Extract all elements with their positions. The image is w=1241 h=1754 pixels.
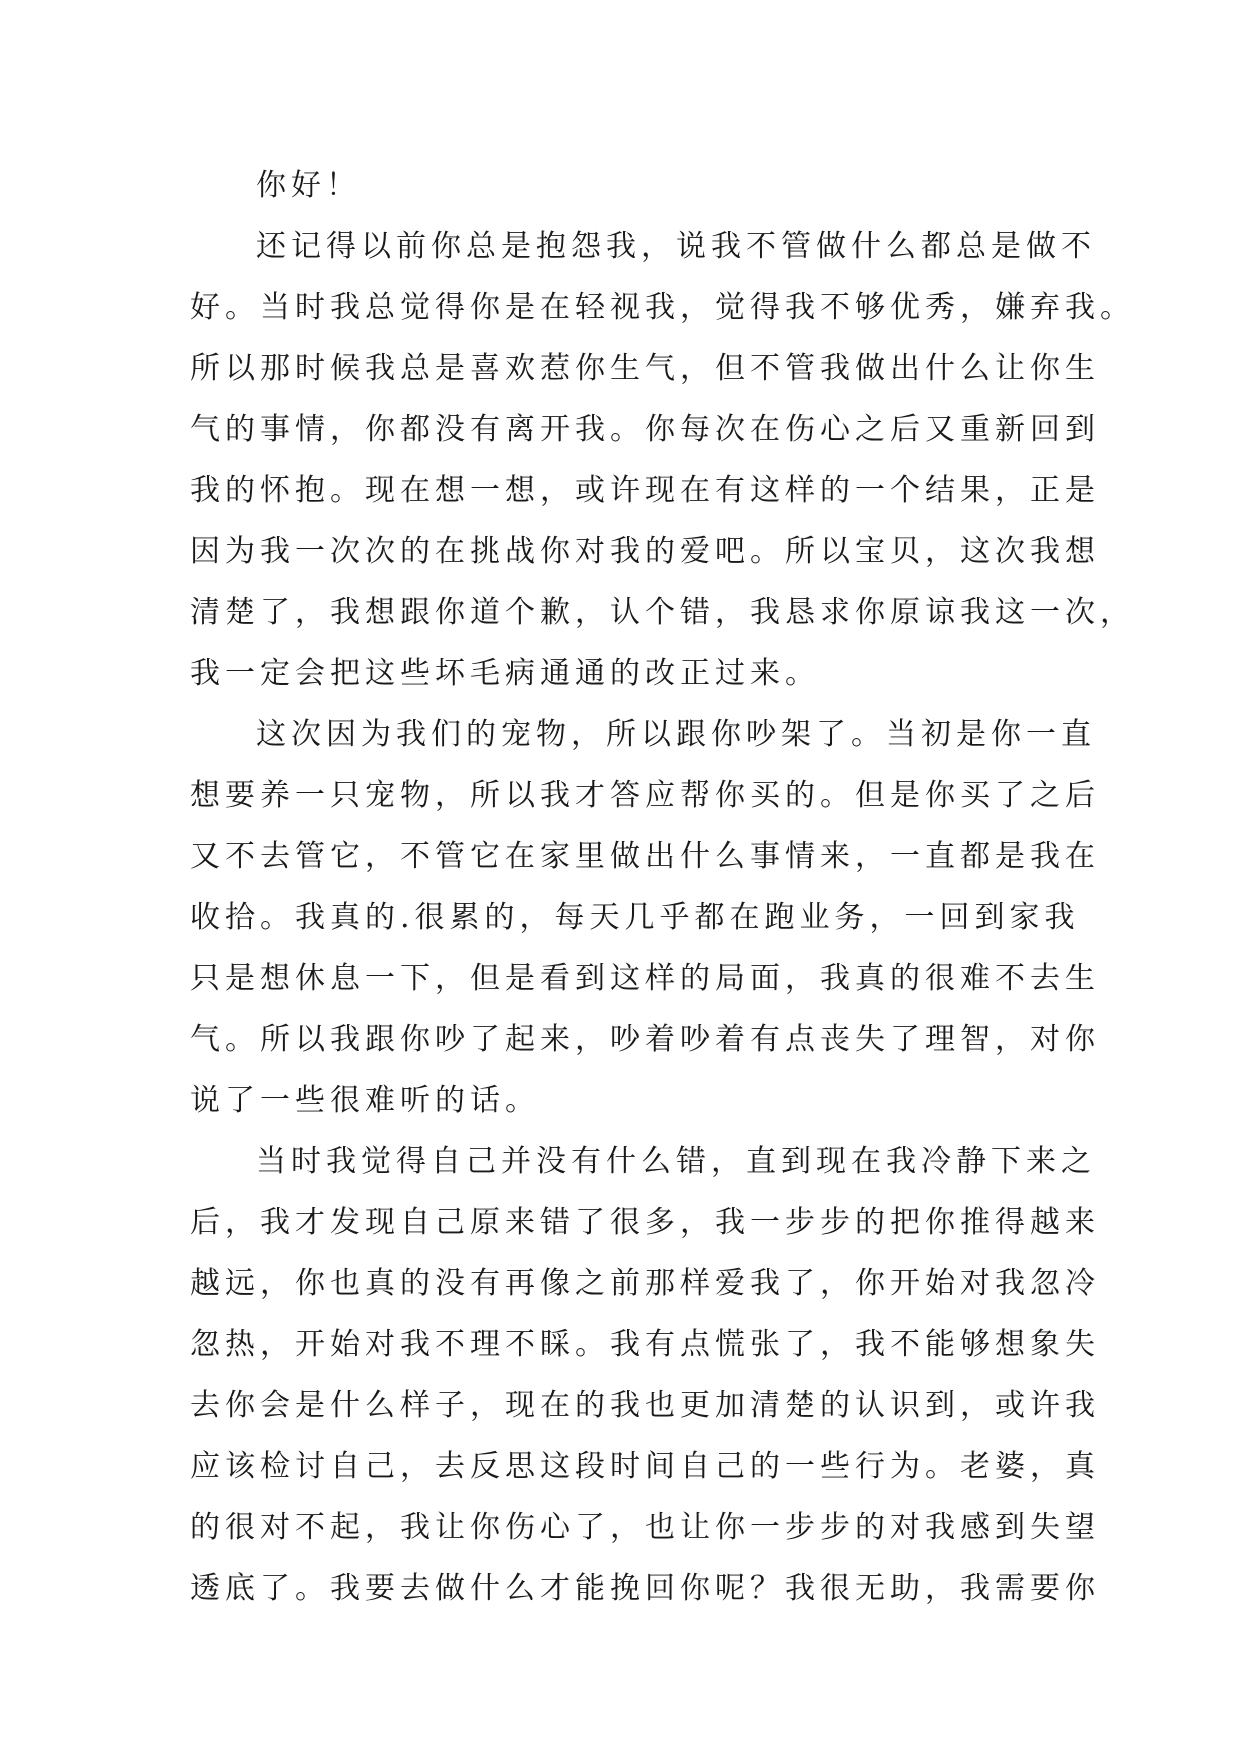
paragraph-1-line-7: 清楚了，我想跟你道个歉，认个错，我恳求你原谅我这一次， bbox=[190, 595, 1135, 630]
paragraph-1-line-1: 还记得以前你总是抱怨我，说我不管做什么都总是做不 bbox=[256, 229, 1096, 264]
paragraph-1-line-6: 因为我一次次的在挑战你对我的爱吧。所以宝贝，这次我想 bbox=[190, 534, 1100, 569]
paragraph-2-line-7: 说了一些很难听的话。 bbox=[190, 1083, 540, 1118]
paragraph-3-line-7: 的很对不起，我让你伤心了，也让你一步步的对我感到失望 bbox=[190, 1510, 1100, 1545]
paragraph-1-line-8: 我一定会把这些坏毛病通通的改正过来。 bbox=[190, 656, 820, 691]
paragraph-1-line-2: 好。当时我总觉得你是在轻视我，觉得我不够优秀，嫌弃我。 bbox=[190, 290, 1135, 325]
letter-body bbox=[190, 155, 1135, 1619]
paragraph-3-line-5: 去你会是什么样子，现在的我也更加清楚的认识到，或许我 bbox=[190, 1388, 1100, 1423]
paragraph-3-line-8: 透底了。我要去做什么才能挽回你呢？我很无助，我需要你 bbox=[190, 1571, 1100, 1606]
paragraph-1-line-3: 所以那时候我总是喜欢惹你生气，但不管我做出什么让你生 bbox=[190, 351, 1100, 386]
paragraph-1-line-4: 气的事情，你都没有离开我。你每次在伤心之后又重新回到 bbox=[190, 412, 1100, 447]
paragraph-3-line-3: 越远，你也真的没有再像之前那样爱我了，你开始对我忽冷 bbox=[190, 1266, 1100, 1301]
paragraph-2-line-2: 想要养一只宠物，所以我才答应帮你买的。但是你买了之后 bbox=[190, 778, 1100, 813]
paragraph-2-line-3: 又不去管它，不管它在家里做出什么事情来，一直都是我在 bbox=[190, 839, 1100, 874]
paragraph-3-line-1: 当时我觉得自己并没有什么错，直到现在我冷静下来之 bbox=[256, 1144, 1096, 1179]
greeting-line: 你好！ bbox=[256, 168, 361, 203]
paragraph-2-line-1: 这次因为我们的宠物，所以跟你吵架了。当初是你一直 bbox=[256, 717, 1096, 752]
paragraph-1-line-5: 我的怀抱。现在想一想，或许现在有这样的一个结果，正是 bbox=[190, 473, 1100, 508]
paragraph-2-line-4: 收拾。我真的.很累的，每天几乎都在跑业务，一回到家我 bbox=[190, 900, 1080, 935]
paragraph-3-line-4: 忽热，开始对我不理不睬。我有点慌张了，我不能够想象失 bbox=[190, 1327, 1100, 1362]
paragraph-3-line-2: 后，我才发现自己原来错了很多，我一步步的把你推得越来 bbox=[190, 1205, 1100, 1240]
paragraph-2-line-6: 气。所以我跟你吵了起来，吵着吵着有点丧失了理智，对你 bbox=[190, 1022, 1100, 1057]
paragraph-2-line-5: 只是想休息一下，但是看到这样的局面，我真的很难不去生 bbox=[190, 961, 1100, 996]
paragraph-3-line-6: 应该检讨自己，去反思这段时间自己的一些行为。老婆，真 bbox=[190, 1449, 1100, 1484]
